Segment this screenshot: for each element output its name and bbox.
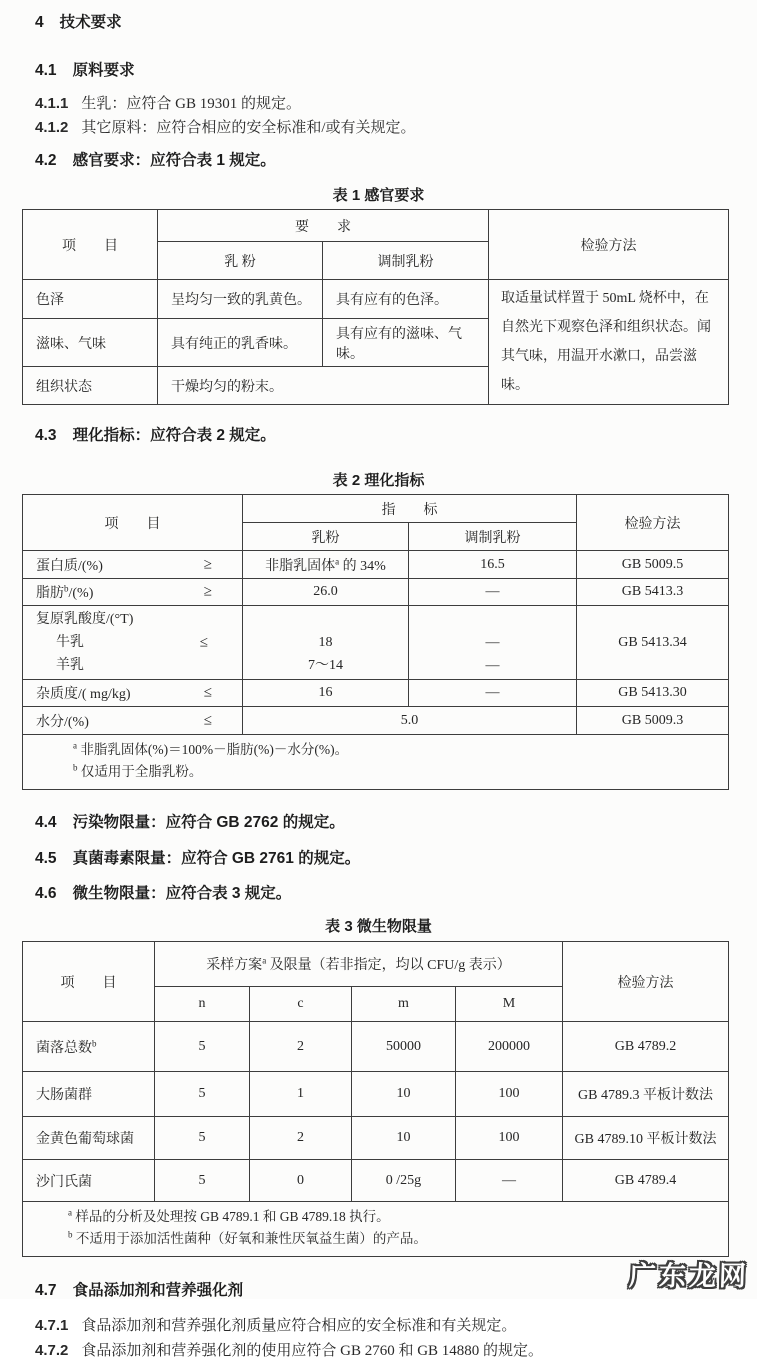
column-header-n: n — [155, 987, 250, 1022]
cell-method: GB 5413.30 — [577, 680, 729, 707]
column-header-modified-milk-powder: 调制乳粉 — [409, 523, 577, 551]
cell-method: GB 4789.4 — [563, 1160, 729, 1202]
cell-method: GB 5009.5 — [577, 551, 729, 579]
goat-milk-line: 羊乳 — [56, 658, 84, 673]
cell-item: 滋味、气味 — [23, 318, 158, 366]
column-header-method: 检验方法 — [489, 210, 729, 280]
column-header-m: m — [352, 987, 456, 1022]
table-row — [23, 1160, 729, 1202]
cell-item-group — [23, 606, 243, 680]
cell-item: 水分/(%) ≤ — [23, 707, 243, 735]
cell-merged-value: 干燥均匀的粉末。 — [158, 367, 489, 405]
cell-item: 组织状态 — [23, 367, 158, 405]
footnote-b: $^b$ 不适用于添加活性菌种（好氧和兼性厌氧益生菌）的产品。 — [68, 1229, 427, 1246]
clause-number: 4.1.2 — [35, 119, 69, 136]
section-title: 技术要求 — [59, 14, 122, 31]
cell-milk-powder: 16 — [243, 680, 409, 707]
cell-M: 200000 — [456, 1022, 563, 1072]
cell-c: 2 — [250, 1117, 352, 1160]
cell-modified-group — [409, 606, 577, 680]
spacer — [247, 608, 404, 631]
clause-number: 4.7.2 — [35, 1342, 69, 1359]
cell-m: 10 — [352, 1117, 456, 1160]
table2-physical-chemical-indicators — [22, 494, 729, 790]
section-number: 4.6 — [35, 885, 57, 902]
section-number: 4.3 — [35, 427, 57, 444]
cell-milk-powder: 26.0 — [243, 579, 409, 606]
table1-sensory-requirements — [22, 209, 729, 405]
section-title: 理化指标：应符合表 2 规定。 — [72, 427, 276, 444]
cell-item: 金黄色葡萄球菌 — [23, 1117, 155, 1160]
section-title: 真菌毒素限量：应符合 GB 2761 的规定。 — [72, 850, 361, 867]
cell-n: 5 — [155, 1072, 250, 1117]
cell-milk-powder: 非脂乳固体$^a$ 的 34% — [243, 551, 409, 579]
clause-4-7-2 — [35, 1339, 757, 1360]
column-header-item: 项 目 — [23, 495, 243, 551]
cow-milk-value: 18 — [318, 635, 333, 650]
table-row — [23, 1022, 729, 1072]
column-header-M: M — [456, 987, 563, 1022]
cell-milk-powder: 具有纯正的乳香味。 — [158, 318, 323, 366]
section-4-5-heading — [35, 846, 757, 868]
cell-M: 100 — [456, 1072, 563, 1117]
cell-milk-powder: 呈均匀一致的乳黄色。 — [158, 280, 323, 319]
column-header-item: 项 目 — [23, 942, 155, 1022]
table-row — [23, 579, 729, 606]
section-4-1-heading — [35, 58, 757, 80]
section-number: 4.2 — [35, 152, 57, 169]
table-row — [23, 495, 729, 523]
cell-modified-milk-powder: — — [409, 579, 577, 606]
table-row-acidity-group — [23, 606, 729, 680]
cell-method: GB 5413.34 — [577, 606, 729, 680]
lte-symbol: ≤ — [203, 684, 212, 701]
section-title: 原料要求 — [72, 62, 135, 79]
cell-M: — — [456, 1160, 563, 1202]
cell-item: 蛋白质/(%) ≥ — [23, 551, 243, 579]
table-row — [23, 942, 729, 987]
cell-n: 5 — [155, 1022, 250, 1072]
column-header-method: 检验方法 — [563, 942, 729, 1022]
lte-symbol: ≤ — [199, 634, 208, 650]
cell-modified-milk-powder: 16.5 — [409, 551, 577, 579]
clause-text: 其它原料：应符合相应的安全标准和/或有关规定。 — [81, 120, 416, 136]
clause-4-1-1 — [35, 92, 757, 113]
cell-method: 取适量试样置于 50mL 烧杯中，在自然光下观察色泽和组织状态。闻其气味，用温开水漱口，品尝滋味。 — [489, 280, 729, 405]
section-number: 4 — [35, 14, 44, 31]
section-4-2-heading — [35, 148, 757, 170]
table-footnote-row — [23, 735, 729, 790]
table-row — [23, 210, 729, 242]
footnote-a: $^a$ 样品的分析及处理按 GB 4789.1 和 GB 4789.18 执行。 — [68, 1207, 390, 1224]
cell-modified-milk-powder: 具有应有的色泽。 — [323, 280, 489, 319]
cell-modified-milk-powder: — — [409, 680, 577, 707]
clause-text: 食品添加剂和营养强化剂的使用应符合 GB 2760 和 GB 14880 的规定。 — [81, 1343, 544, 1359]
table-row — [23, 1117, 729, 1160]
table-footnote-row — [23, 1202, 729, 1257]
column-header-indicator: 指 标 — [243, 495, 577, 523]
section-4-heading — [35, 0, 757, 32]
column-header-modified-milk-powder: 调制乳粉 — [323, 242, 489, 280]
cell-m: 10 — [352, 1072, 456, 1117]
table-row — [23, 680, 729, 707]
cell-item: 沙门氏菌 — [23, 1160, 155, 1202]
cell-method: GB 4789.2 — [563, 1022, 729, 1072]
spacer — [413, 608, 572, 631]
cell-item: 色泽 — [23, 280, 158, 319]
table1-title: 表 1 感官要求 — [332, 187, 425, 204]
cell-method: GB 4789.10 平板计数法 — [563, 1117, 729, 1160]
footnote-a: $^a$ 非脂乳固体(%)＝100%－脂肪(%)－水分(%)。 — [73, 740, 349, 757]
cell-c: 0 — [250, 1160, 352, 1202]
table3-title: 表 3 微生物限量 — [325, 918, 432, 935]
gte-symbol: ≥ — [203, 583, 212, 600]
clause-text: 食品添加剂和营养强化剂质量应符合相应的安全标准和有关规定。 — [81, 1318, 517, 1334]
cell-milk-powder-group — [243, 606, 409, 680]
column-header-sampling-plan: 采样方案$^a$ 及限量（若非指定，均以 CFU/g 表示） — [155, 942, 563, 987]
footnote-b: $^b$ 仅适用于全脂乳粉。 — [73, 762, 203, 779]
section-title: 食品添加剂和营养强化剂 — [72, 1282, 244, 1299]
section-number: 4.7 — [35, 1282, 57, 1299]
column-header-milk-powder: 乳 粉 — [158, 242, 323, 280]
section-title: 微生物限量：应符合表 3 规定。 — [72, 885, 292, 902]
lte-symbol: ≤ — [203, 712, 212, 728]
column-header-item: 项 目 — [23, 210, 158, 280]
cell-merged-value: 5.0 — [243, 707, 577, 735]
clause-number: 4.7.1 — [35, 1317, 69, 1334]
section-4-4-heading — [35, 810, 757, 832]
section-number: 4.1 — [35, 62, 57, 79]
cell-m: 50000 — [352, 1022, 456, 1072]
table3-footnotes — [23, 1202, 729, 1257]
clause-4-1-2 — [35, 116, 757, 137]
section-4-6-heading — [35, 881, 757, 903]
column-header-method: 检验方法 — [577, 495, 729, 551]
site-watermark: 广东龙网 — [628, 1261, 750, 1292]
goat-milk-value: 7～14 — [308, 658, 343, 673]
clause-4-7-1 — [35, 1314, 757, 1335]
cell-M: 100 — [456, 1117, 563, 1160]
section-4-3-heading — [35, 423, 757, 445]
acidity-label: 复原乳酸度/(°T) — [36, 612, 134, 627]
cell-item: 脂肪$^b$/(%) ≥ — [23, 579, 243, 606]
cell-item: 杂质度/( mg/kg) ≤ — [23, 680, 243, 707]
column-header-c: c — [250, 987, 352, 1022]
section-number: 4.4 — [35, 814, 57, 831]
cell-item: 菌落总数$^b$ — [23, 1022, 155, 1072]
cell-method: GB 4789.3 平板计数法 — [563, 1072, 729, 1117]
cow-milk-line: 牛乳 ≤ — [36, 631, 238, 654]
clause-text: 生乳：应符合 GB 19301 的规定。 — [81, 96, 301, 112]
table-row — [23, 1072, 729, 1117]
section-title: 污染物限量：应符合 GB 2762 的规定。 — [72, 814, 345, 831]
cell-c: 2 — [250, 1022, 352, 1072]
goat-milk-modified-value: — — [485, 658, 500, 673]
cell-n: 5 — [155, 1160, 250, 1202]
cell-c: 1 — [250, 1072, 352, 1117]
cell-method: GB 5009.3 — [577, 707, 729, 735]
clause-number: 4.1.1 — [35, 95, 69, 112]
cell-method: GB 5413.3 — [577, 579, 729, 606]
table3-microbial-limits — [22, 941, 729, 1257]
table-row — [23, 707, 729, 735]
table-row — [23, 551, 729, 579]
cell-n: 5 — [155, 1117, 250, 1160]
cell-modified-milk-powder: 具有应有的滋味、气味。 — [323, 318, 489, 366]
gte-symbol: ≥ — [203, 556, 212, 572]
section-number: 4.5 — [35, 850, 57, 867]
cow-milk-modified-value: — — [485, 635, 500, 650]
table2-footnotes — [23, 735, 729, 790]
column-header-requirement: 要 求 — [158, 210, 489, 242]
cell-m: 0 /25g — [352, 1160, 456, 1202]
cell-item: 大肠菌群 — [23, 1072, 155, 1117]
section-title: 感官要求：应符合表 1 规定。 — [72, 152, 276, 169]
table2-title: 表 2 理化指标 — [332, 472, 425, 489]
column-header-milk-powder: 乳粉 — [243, 523, 409, 551]
table-row — [23, 280, 729, 319]
